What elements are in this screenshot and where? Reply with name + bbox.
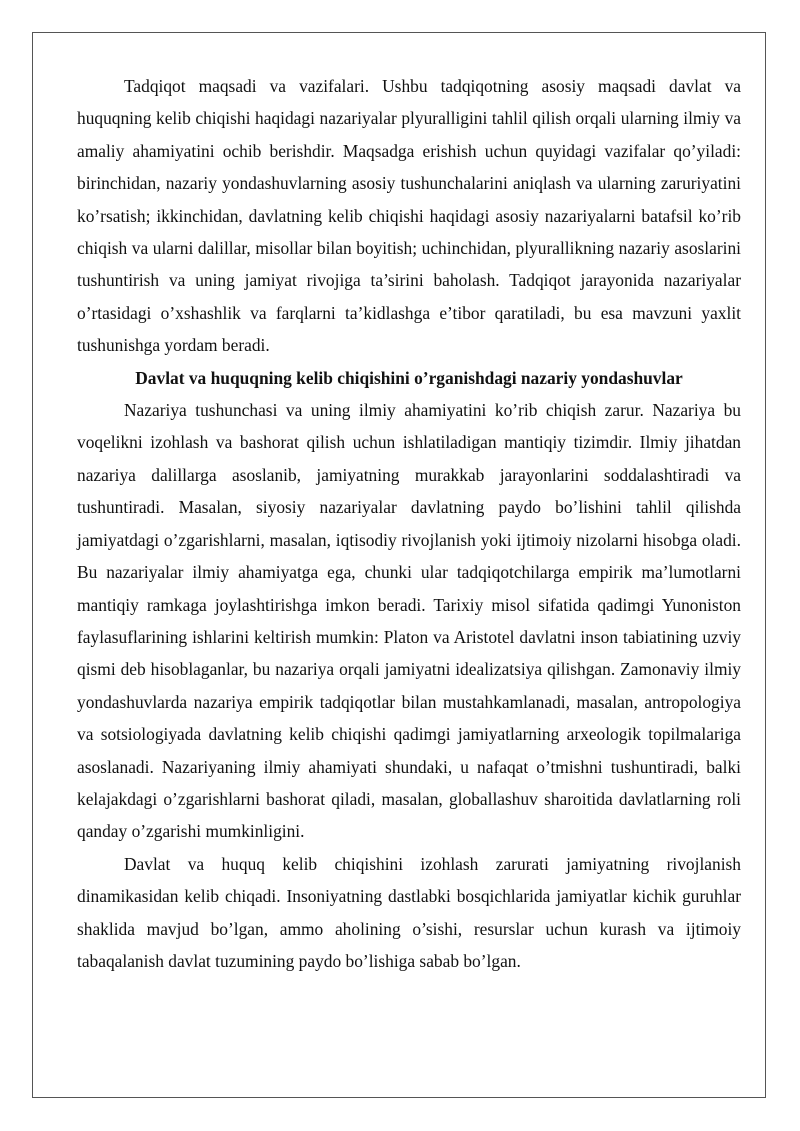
document-body — [77, 70, 741, 977]
paragraph-necessity: Davlat va huquq kelib chiqishini izohlash zarurati jamiyatning rivojlanish dinamikasidan kelib chiqadi. Insoniyatning dastlabki bosqichlarida jamiyatlar kichik guruhlar shaklida mavjud bo’lgan, ammo aholining o’sishi, resurslar uchun kurash va ijtimoiy tabaqalanish davlat tuzumining paydo bo’lishiga sabab bo’lgan. — [77, 853, 741, 971]
paragraph-research-goals: Tadqiqot maqsadi va vazifalari. Ushbu tadqiqotning asosiy maqsadi davlat va huquqning kelib chiqishi haqidagi nazariyalar plyuralligini tahlil qilish orqali ularning ilmiy va amaliy ahamiyatini ochib berishdir. Maqsadga erishish uchun quyidagi vazifalar qo’yiladi: birinchidan, nazariy yondashuvlarning asosiy tushunchalarini aniqlash va ularning zaruriyatini ko’rsatish; ikkinchidan, davlatning kelib chiqishi haqidagi asosiy nazariyalarni batafsil ko’rib chiqish va ularni dalillar, misollar bilan boyitish; uchinchidan, plyurallikning nazariy asoslarini tushuntirish va uning jamiyat rivojiga ta’sirini baholash. Tadqiqot jarayonida nazariyalar o’rtasidagi o’xshashlik va farqlarni ta’kidlashga e’tibor qaratiladi, bu esa mavzuni yaxlit tushunishga yordam beradi. — [77, 76, 741, 356]
paragraph-theory-concept: Nazariya tushunchasi va uning ilmiy ahamiyatini ko’rib chiqish zarur. Nazariya bu voqelikni izohlash va bashorat qilish uchun ishlatiladigan mantiqiy tizimdir. Ilmiy jihatdan nazariya dalillarga asoslanib, jamiyatning murakkab jarayonlarini soddalashtiradi va tushuntiradi. Masalan, siyosiy nazariyalar davlatning paydo bo’lishini tahlil qilishda jamiyatdagi o’zgarishlarni, masalan, iqtisodiy rivojlanish yoki ijtimoiy nizolarni hisobga oladi. Bu nazariyalar ilmiy ahamiyatga ega, chunki ular tadqiqotchilarga empirik ma’lumotlarni mantiqiy ramkaga joylashtirishga imkon beradi. Tarixiy misol sifatida qadimgi Yunoniston faylasuflarining ishlarini keltirish mumkin: Platon va Aristotel davlatni inson tabiatining uzviy qismi deb hisoblaganlar, bu nazariya orqali jamiyatni idealizatsiya qilishgan. Zamonaviy ilmiy yondashuvlarda nazariya empirik tadqiqotlar bilan mustahkamlanadi, masalan, antropologiya va sotsiologiyada davlatning kelib chiqishi qadimgi jamiyatlarning arxeologik topilmalariga asoslanadi. Nazariyaning ilmiy ahamiyati shundaki, u nafaqat o’tmishni tushuntiradi, balki kelajakdagi o’zgarishlarni bashorat qiladi, masalan, globallashuv sharoitida davlatlarning roli qanday o’zgarishi mumkinligini. — [77, 400, 741, 842]
section-heading: Davlat va huquqning kelib chiqishini o’rganishdagi nazariy yondashuvlar — [135, 367, 683, 388]
